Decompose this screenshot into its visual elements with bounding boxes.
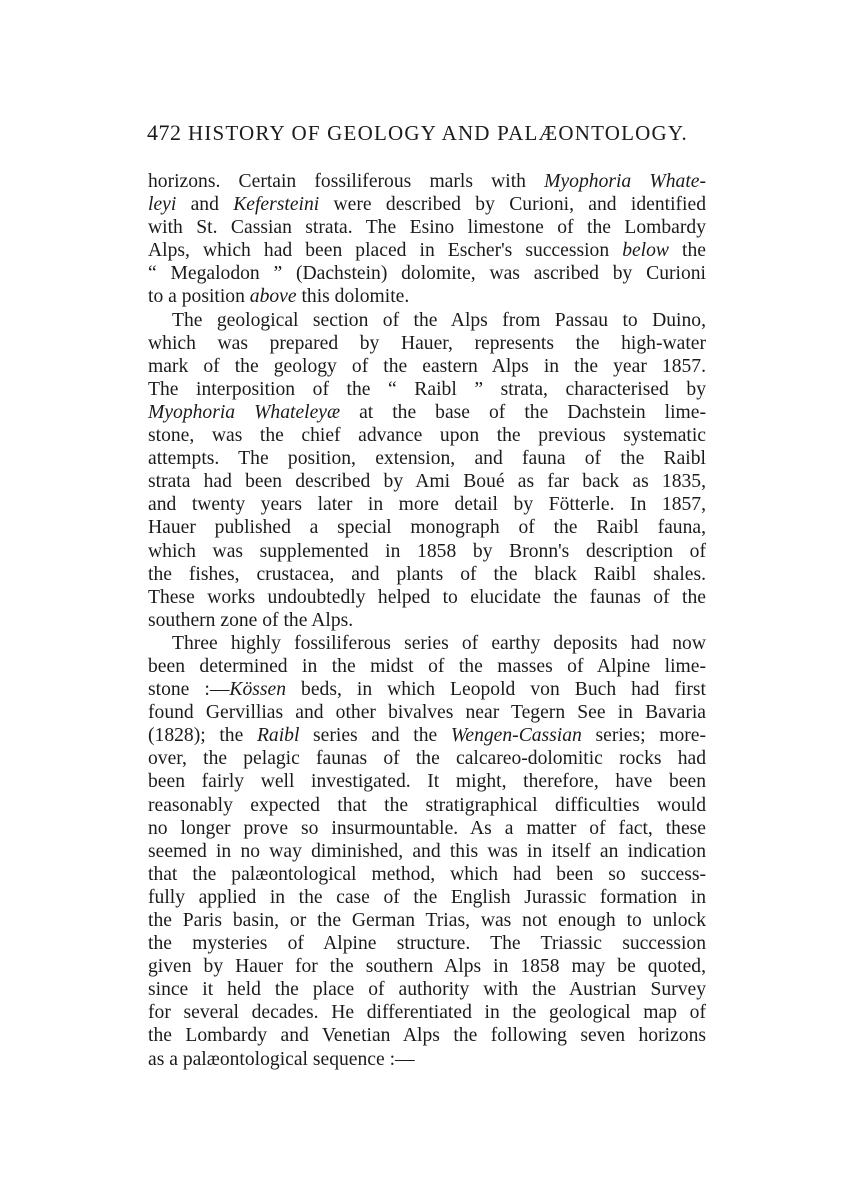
text-segment: series; more- — [581, 725, 707, 747]
text-line — [148, 563, 706, 586]
text-line — [148, 632, 706, 655]
text-segment: series and the — [299, 725, 451, 747]
text-line — [148, 470, 706, 493]
text-line — [148, 332, 706, 355]
text-line — [148, 701, 706, 724]
text-line — [148, 193, 706, 216]
text-segment: given by Hauer for the southern Alps in 1858 may be quoted, — [148, 956, 706, 978]
text-segment: southern zone of the Alps. — [148, 609, 354, 631]
text-line — [148, 978, 706, 1001]
text-line — [148, 886, 706, 909]
text-line — [148, 262, 706, 285]
text-line — [148, 678, 706, 701]
text-segment: stone, was the chief advance upon the previous systematic — [148, 425, 706, 447]
page-number: 472 — [147, 120, 182, 145]
text-segment: the — [669, 240, 706, 262]
text-segment: The geological section of the Alps from Passau to Duino, — [172, 309, 706, 331]
text-segment: at the base of the Dachstein lime- — [340, 401, 707, 423]
text-line — [148, 216, 706, 239]
italic-text: Myophoria Whateleyæ — [148, 401, 341, 423]
text-segment: as a palæontological sequence :— — [148, 1048, 415, 1070]
text-segment: the mysteries of Alpine structure. The Triassic succession — [148, 933, 706, 955]
text-segment: for several decades. He differentiated in the geological map of — [148, 1002, 706, 1024]
text-line — [148, 840, 706, 863]
text-line — [148, 609, 706, 632]
italic-text: Kössen — [229, 679, 287, 701]
text-segment: no longer prove so insurmountable. As a matter of fact, these — [148, 817, 706, 839]
text-segment: the Paris basin, or the German Trias, was not enough to unlock — [148, 910, 706, 931]
text-segment: been fairly well investigated. It might, therefore, have been — [148, 771, 706, 793]
text-segment: been determined in the midst of the masses of Alpine lime- — [148, 655, 706, 677]
text-line — [148, 747, 706, 770]
text-segment: horizons. Certain fossiliferous marls with — [148, 171, 545, 192]
text-segment: seemed in no way diminished, and this was in itself an indication — [148, 840, 706, 862]
text-segment: that the palæontological method, which had been so success- — [148, 863, 706, 885]
text-line — [148, 493, 706, 516]
running-head-title: HISTORY OF GEOLOGY AND PALÆONTOLOGY. — [187, 121, 688, 145]
text-segment: to a position — [148, 286, 250, 308]
running-header — [147, 120, 707, 150]
text-line — [148, 401, 706, 424]
text-line — [148, 447, 706, 470]
text-line — [148, 540, 706, 563]
text-segment: with St. Cassian strata. The Esino limestone of the Lombardy — [148, 217, 706, 239]
text-line — [148, 1048, 706, 1071]
text-segment: which was supplemented in 1858 by Bronn's description of — [148, 540, 706, 562]
text-segment: and twenty years later in more detail by Fötterle. In 1857, — [148, 494, 706, 516]
text-segment: strata had been described by Ami Boué as far back as 1835, — [148, 471, 706, 493]
text-segment: Alps, which had been placed in Escher's succession — [148, 240, 623, 262]
text-line — [148, 355, 706, 378]
text-line — [148, 239, 706, 262]
italic-text: Myophoria Whate- — [544, 171, 706, 192]
italic-text: above — [249, 286, 297, 308]
text-line — [148, 770, 706, 793]
text-segment: this dolomite. — [296, 286, 410, 308]
text-line — [148, 424, 706, 447]
text-segment: the fishes, crustacea, and plants of the black Raibl shales. — [148, 563, 706, 585]
text-line — [148, 955, 706, 978]
text-segment: Three highly fossiliferous series of earthy deposits had now — [172, 632, 706, 654]
text-line — [148, 794, 706, 817]
italic-text: Wengen-Cassian — [450, 725, 582, 747]
text-line — [148, 378, 706, 401]
text-segment: were described by Curioni, and identified — [319, 194, 706, 216]
text-segment: mark of the geology of the eastern Alps in the year 1857. — [148, 355, 706, 377]
text-segment: found Gervillias and other bivalves near Tegern See in Bavaria — [148, 702, 706, 724]
text-line — [148, 724, 706, 747]
text-line — [148, 863, 706, 886]
italic-text: Raibl — [256, 725, 300, 747]
body-text — [148, 170, 706, 1071]
text-line — [148, 170, 706, 193]
italic-text: Kefersteini — [233, 194, 320, 216]
text-segment: the Lombardy and Venetian Alps the following seven horizons — [148, 1025, 706, 1047]
text-segment: stone :— — [148, 679, 230, 701]
italic-text: leyi — [148, 194, 177, 216]
text-segment: which was prepared by Hauer, represents the high-water — [148, 332, 706, 354]
text-segment: and — [176, 194, 234, 216]
text-line — [148, 516, 706, 539]
italic-text: below — [622, 240, 669, 262]
text-segment: attempts. The position, extension, and fauna of the Raibl — [148, 448, 706, 470]
text-line — [148, 285, 706, 308]
text-line — [148, 1001, 706, 1024]
text-segment: beds, in which Leopold von Buch had first — [286, 679, 707, 701]
text-segment: fully applied in the case of the English Jurassic formation in — [148, 886, 706, 908]
text-segment: (1828); the — [148, 725, 257, 747]
text-segment: “ Megalodon ” (Dachstein) dolomite, was ascribed by Curioni — [148, 263, 706, 285]
text-line — [148, 1024, 706, 1047]
text-segment: These works undoubtedly helped to elucidate the faunas of the — [148, 586, 706, 608]
text-segment: reasonably expected that the stratigraphical difficulties would — [148, 794, 706, 816]
text-segment: The interposition of the “ Raibl ” strata, characterised by — [148, 378, 706, 400]
text-line — [148, 909, 706, 932]
text-line — [148, 817, 706, 840]
text-line — [148, 932, 706, 955]
text-line — [148, 586, 706, 609]
text-segment: Hauer published a special monograph of the Raibl fauna, — [148, 517, 706, 539]
text-line — [148, 655, 706, 678]
text-segment: over, the pelagic faunas of the calcareo-dolomitic rocks had — [148, 748, 706, 770]
text-segment: since it held the place of authority with the Austrian Survey — [148, 979, 706, 1001]
text-line — [148, 309, 706, 332]
